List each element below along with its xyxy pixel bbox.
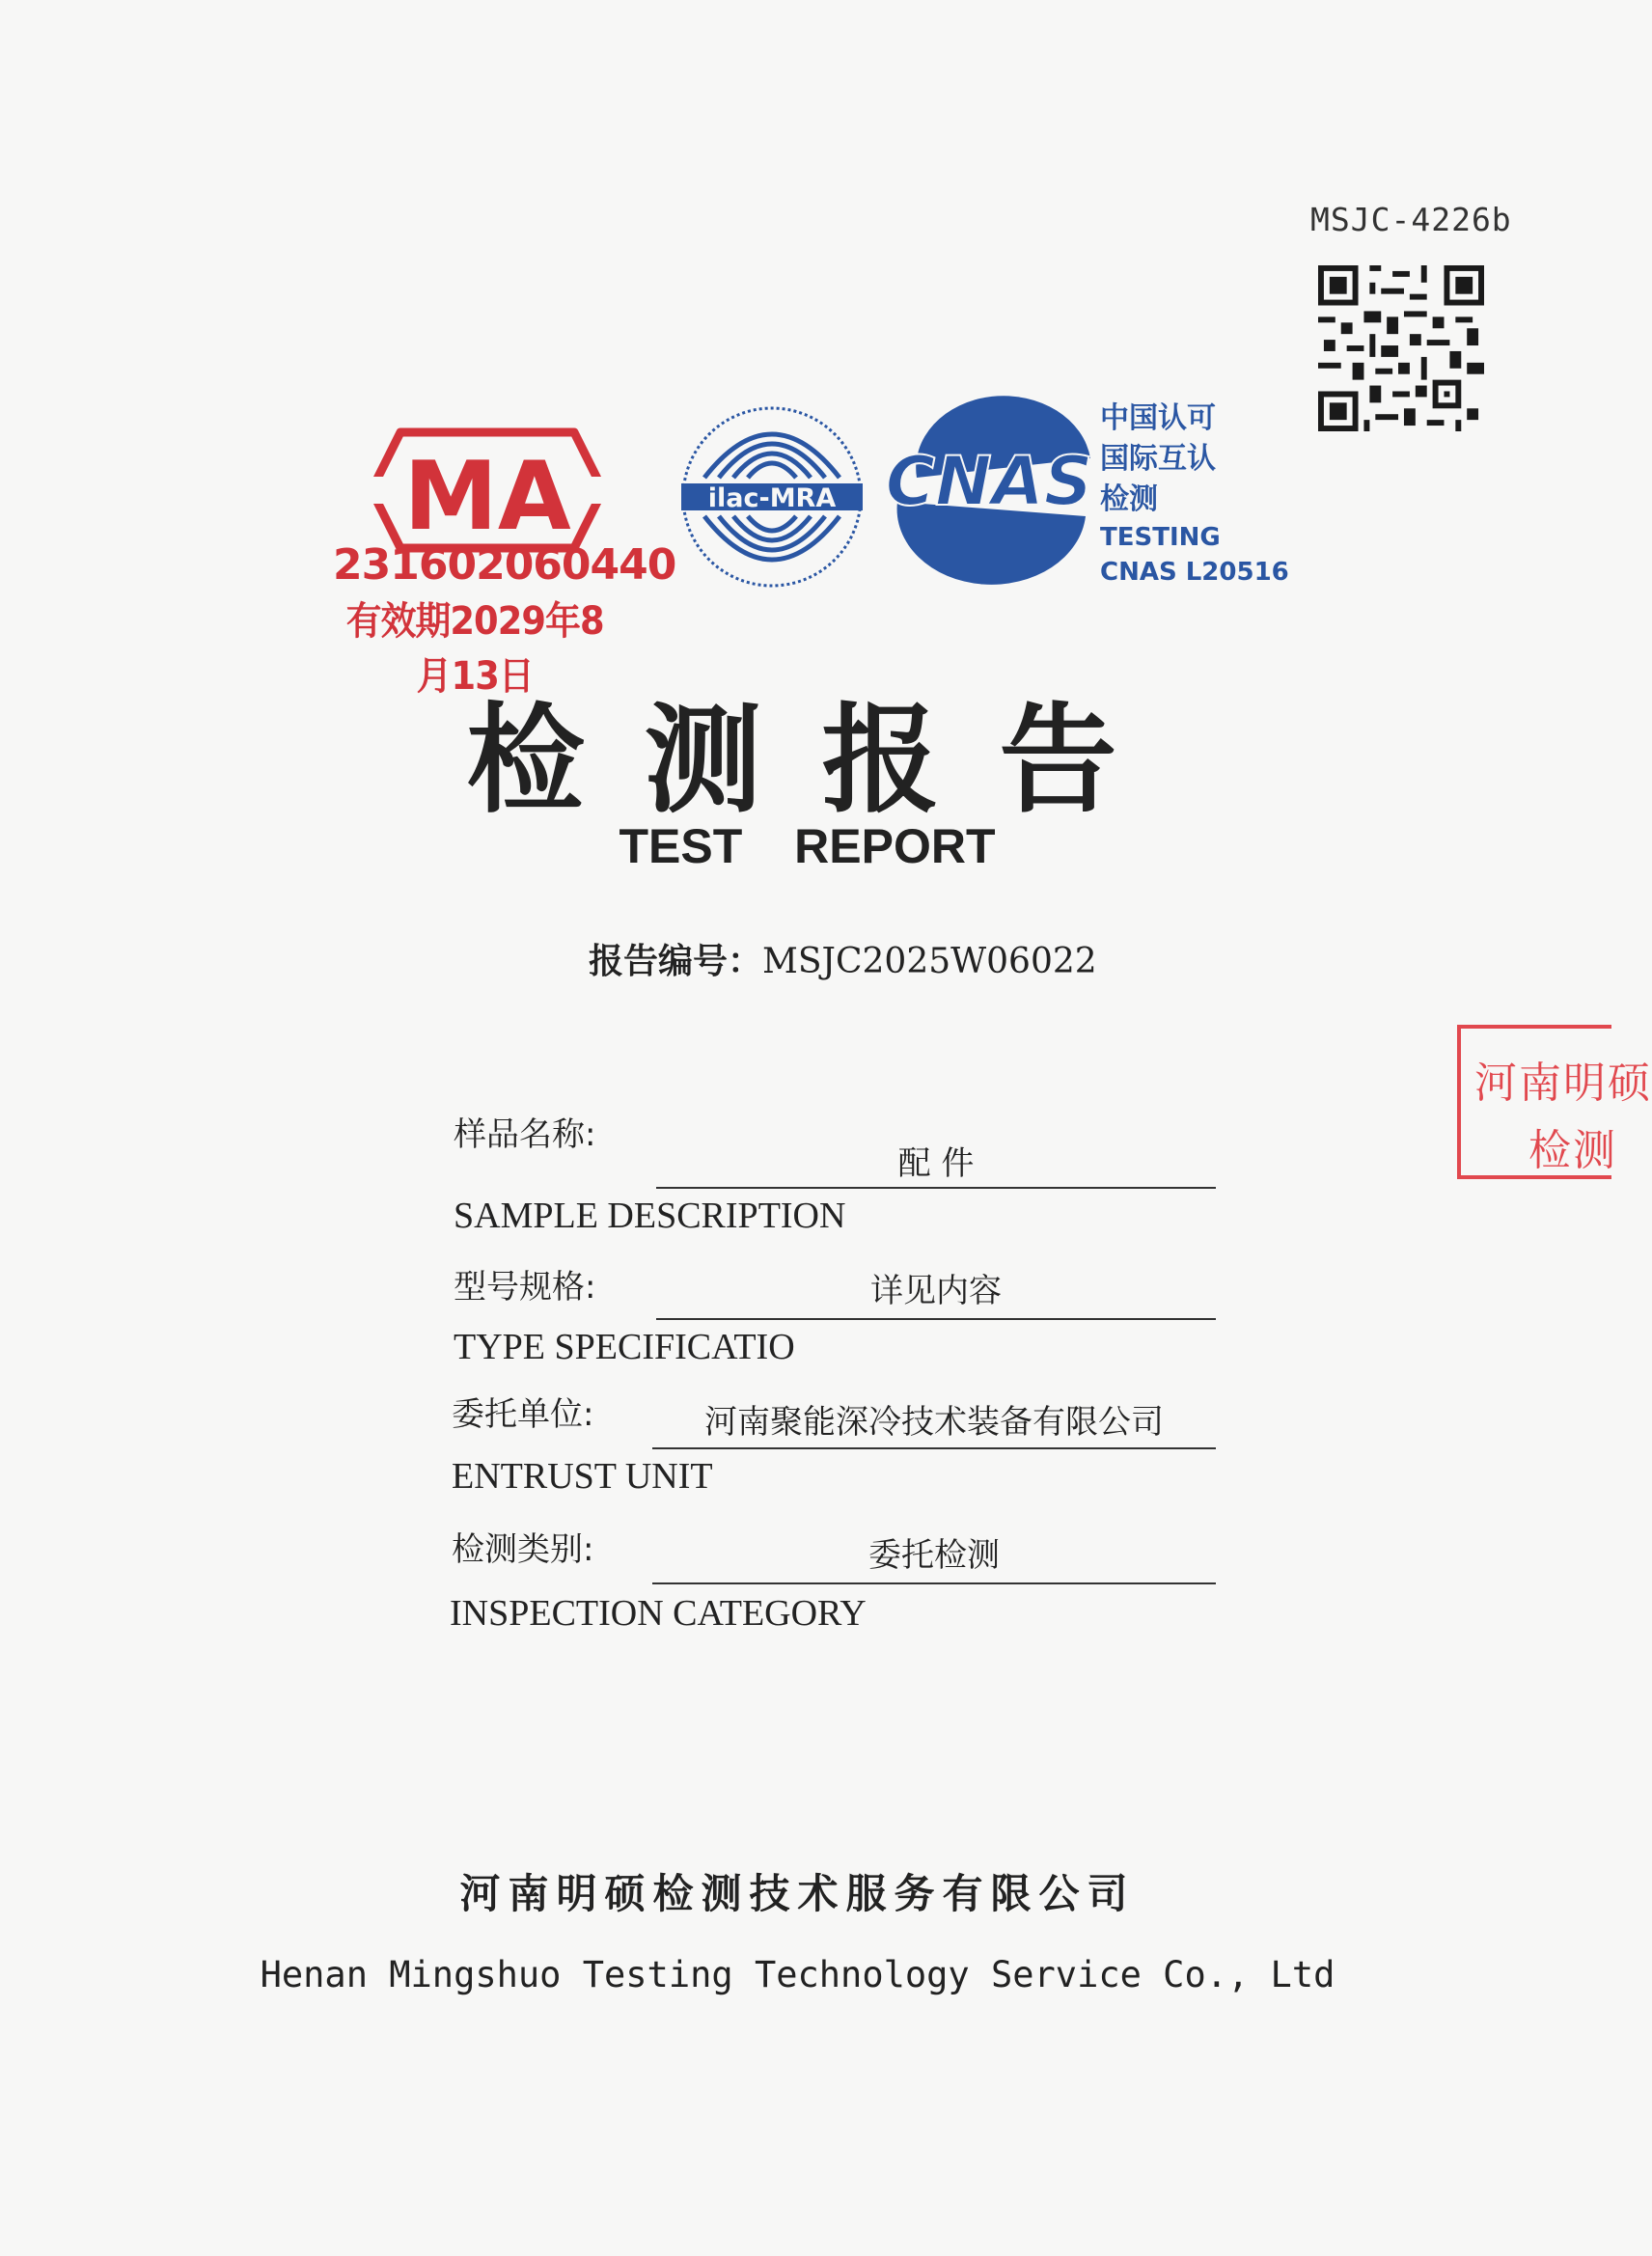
ilac-mra-text: ilac-MRA: [707, 483, 837, 513]
type-label-cn: 型号规格:: [454, 1268, 596, 1307]
cnas-line-1: 中国认可: [1100, 401, 1216, 435]
qr-code: [1318, 265, 1484, 431]
entrust-value: 河南聚能深冷技术装备有限公司: [704, 1403, 1164, 1442]
cma-logo-text: MA: [403, 442, 571, 552]
category-value: 委托检测: [868, 1536, 1000, 1575]
document-code: MSJC-4226b: [1310, 201, 1512, 238]
cnas-label: [1100, 399, 1289, 590]
cnas-line-5: CNAS L20516: [1100, 558, 1289, 587]
cnas-line-2: 国际互认: [1100, 442, 1216, 476]
report-title-cn: 检测报告: [466, 690, 1177, 829]
report-number-label: 报告编号：: [589, 942, 763, 981]
cnas-logo: [878, 410, 1100, 569]
sample-label-en: SAMPLE DESCRIPTION: [454, 1196, 846, 1236]
sample-value: 配 件: [897, 1144, 975, 1183]
entrust-label-en: ENTRUST UNIT: [452, 1456, 713, 1497]
type-value: 详见内容: [870, 1272, 1002, 1310]
report-number: [589, 934, 1097, 983]
entrust-underline: [652, 1447, 1216, 1449]
report-title-en: TEST REPORT: [619, 819, 996, 873]
company-name-en: Henan Mingshuo Testing Technology Service Co., Ltd: [260, 1954, 1335, 1995]
report-number-value: MSJC2025W06022: [762, 942, 1097, 981]
type-label-en: TYPE SPECIFICATIO: [454, 1327, 795, 1367]
cma-valid-until: 有效期2029年8月13日: [345, 599, 604, 699]
category-label-en: INSPECTION CATEGORY: [450, 1593, 867, 1634]
cnas-logo-text: CNAS: [885, 442, 1093, 521]
category-underline: [652, 1582, 1216, 1584]
cnas-line-3: 检测: [1100, 482, 1158, 516]
company-name-cn: 河南明硕检测技术服务有限公司: [459, 1870, 1136, 1917]
cnas-line-4: TESTING: [1100, 523, 1221, 552]
cma-cert-number: 231602060440: [333, 540, 676, 590]
sample-underline: [656, 1187, 1216, 1189]
type-underline: [656, 1318, 1216, 1320]
entrust-label-cn: 委托单位:: [452, 1395, 594, 1434]
stamp-line-1: 河南明硕: [1474, 1059, 1652, 1108]
stamp-line-2: 检测: [1528, 1126, 1617, 1175]
sample-label-cn: 样品名称:: [454, 1115, 596, 1154]
company-stamp: [1457, 1025, 1652, 1179]
category-label-cn: 检测类别:: [452, 1530, 594, 1569]
ilac-mra-logo: [675, 400, 868, 593]
